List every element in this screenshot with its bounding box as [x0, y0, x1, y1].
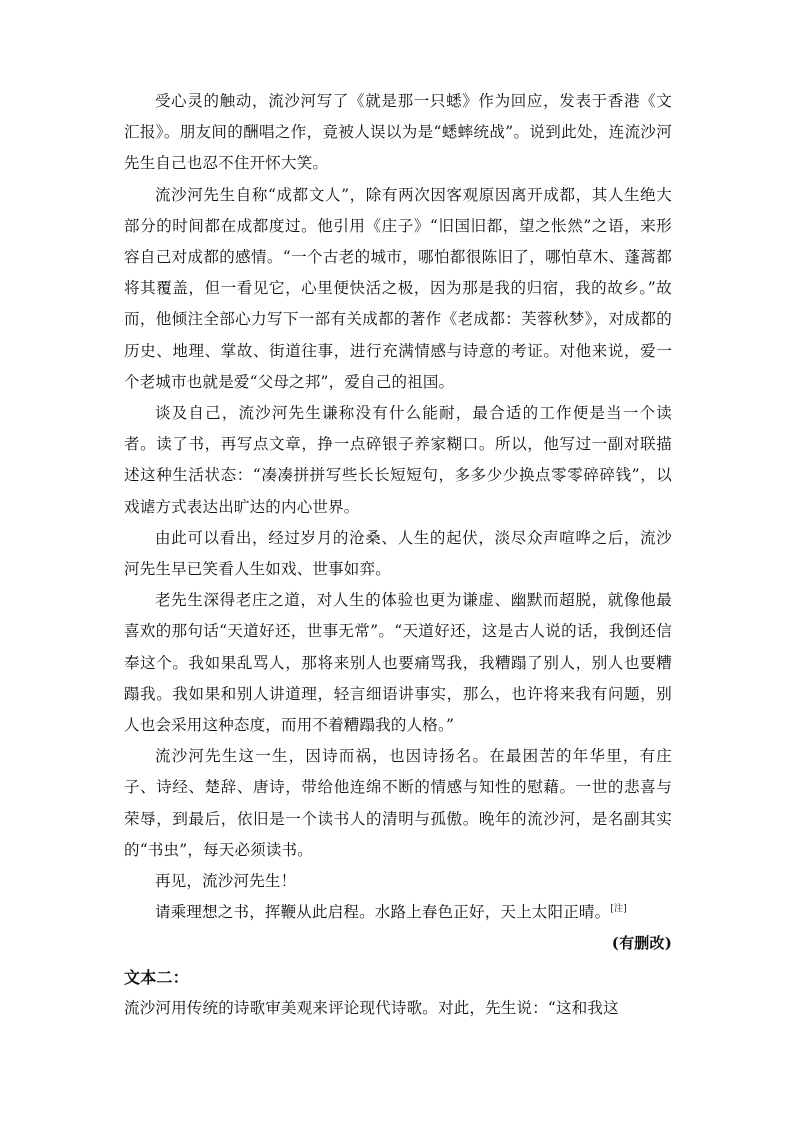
paragraph-7: 再见，流沙河先生！: [155, 872, 297, 891]
paragraph-8-text: 请乘理想之书，挥鞭从此启程。水路上春色正好，天上太阳正晴。: [155, 903, 611, 922]
document-page: [124, 86, 672, 1024]
paragraph-4: 由此可以看出，经过岁月的沧桑、人生的起伏，淡尽众声喧哗之后，流沙河先生早已笑看人生如戏、世事如弈。: [124, 528, 672, 579]
text2-first-line: 流沙河用传统的诗歌审美观来评论现代诗歌。对此，先生说：“这和我这: [124, 998, 619, 1017]
paragraph-2: 流沙河先生自称“成都文人”，除有两次因客观原因离开成都，其人生绝大部分的时间都在成都度过。他引用《庄子》“旧国旧都，望之怅然”之语，来形容自己对成都的感情。“一个古老的城市，哪怕都很陈旧了，哪怕草木、蓬蒿都将其覆盖，但一看见它，心里便快活之极，因为那是我的归宿，我的故乡。”故而，他倾注全部心力写下一部有关成都的著作《老成都：芙蓉秋梦》，对成都的历史、地理、掌故、街道往事，进行充满情感与诗意的考证。对他来说，爱一个老城市也就是爱“父母之邦”，爱自己的祖国。: [124, 185, 672, 391]
paragraph-5: 老先生深得老庄之道，对人生的体验也更为谦虚、幽默而超脱，就像他最喜欢的那句话“天道好还，世事无常”。“天道好还，这是古人说的话，我倒还信奉这个。我如果乱骂人，那将来别人也要痛骂我，我糟蹋了别人，别人也要糟蹋我。我如果和别人讲道理，轻言细语讲事实，那么，也许将来我有问题，别人也会采用这种态度，而用不着糟蹋我的人格。”: [124, 591, 672, 735]
paragraph-6: 流沙河先生这一生，因诗而祸，也因诗扬名。在最困苦的年华里，有庄子、诗经、楚辞、唐诗，带给他连绵不断的情感与知性的慰藉。一世的悲喜与荣辱，到最后，依旧是一个读书人的清明与孤傲。晚年的流沙河，是名副其实的“书虫”，每天必须读书。: [124, 747, 672, 859]
paragraph-3: 谈及自己，流沙河先生谦称没有什么能耐，最合适的工作便是当一个读者。读了书，再写点文章，挣一点碎银子养家糊口。所以，他写过一副对联描述这种生活状态：“凑凑拼拼写些长长短短句，多多少少换点零零碎碎钱”，以戏谑方式表达出旷达的内心世界。: [124, 404, 672, 516]
footnote-mark: [注]: [610, 904, 627, 915]
paragraph-8: [124, 897, 672, 928]
source-note: (有删改): [611, 934, 672, 953]
section-heading: 文本二：: [124, 967, 189, 987]
paragraph-1: 受心灵的触动，流沙河写了《就是那一只蟋》作为回应，发表于香港《文汇报》。朋友间的酬唱之作，竟被人误以为是“蟋蟀统战”。说到此处，连流沙河先生自己也忍不住开怀大笑。: [124, 92, 672, 173]
